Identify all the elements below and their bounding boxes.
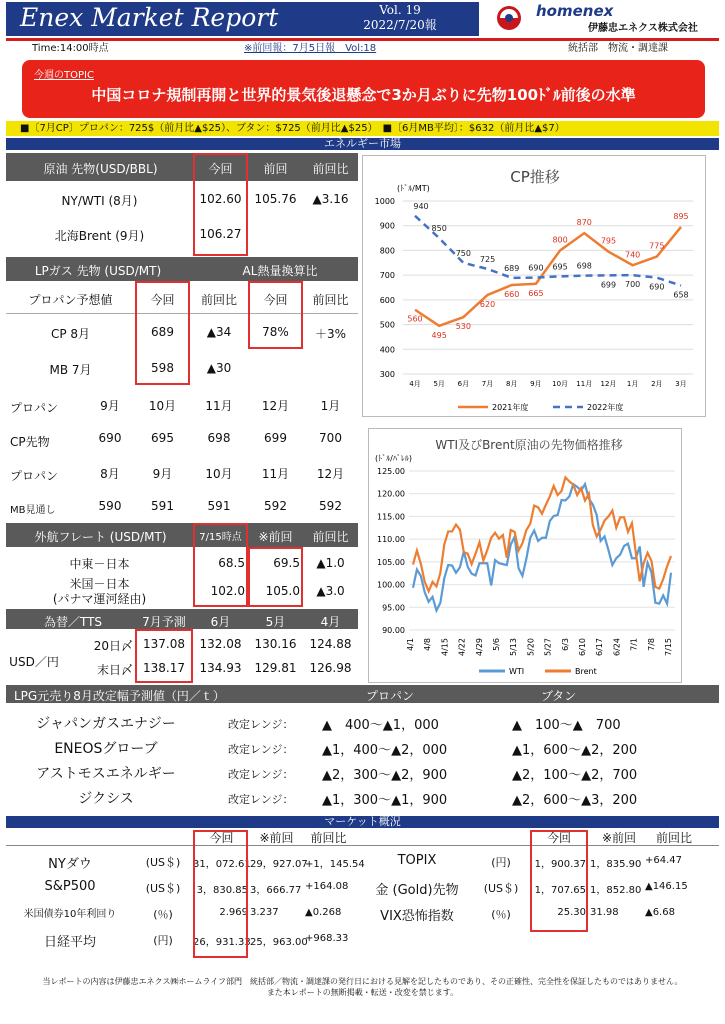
x-tick-label: 8月 [505,380,518,388]
chart-ylabel: (ﾄﾞﾙ/MT) [397,184,430,193]
y-tick-label: 900 [379,221,395,231]
market-right-header-2: 前回比 [655,831,692,845]
data-label: 690 [528,263,544,273]
lpg-row-name: CP 8月 [50,327,91,341]
lpg-propane-range: ▲1，300～▲1，900 [322,793,448,808]
market-index-unit: (％) [491,908,511,921]
data-label: 620 [479,299,496,309]
forecast-cell: 12月 [261,399,290,413]
market-index-diff: ▲0.268 [305,907,342,918]
market-left-header-0: 今回 [209,831,234,845]
summary-text: ■〔7月CP〕プロパン：725$（前月比▲$25）、ブタン：$725（前月比▲$25） ■〔6月MB平均〕：$632（前月比▲$7） [20,123,565,134]
fx-unit: USD／円 [9,655,59,669]
data-label: 495 [431,330,447,340]
lpg-range-label: 改定レンジ： [228,793,294,806]
crude-diff-header: 前回比 [312,162,349,176]
x-tick-label: 2月 [651,380,663,388]
al-ratio-header: AL熱量換算比 [242,264,318,278]
market-index-diff: +164.08 [305,881,349,892]
x-tick-label: 6/10 [578,638,587,656]
lpg-seller-name: アストモスエネルギー [36,766,176,782]
y-tick-label: 115.00 [377,512,405,522]
freight-row-prev: 105.0 [265,584,300,598]
freight-prev-highlight [248,547,303,607]
market-index-prev: 3，666.77 [250,885,302,896]
x-tick-label: 6/3 [560,638,570,651]
fx-row-name: 末日〆 [96,663,133,677]
fx-forecast-highlight [135,629,193,683]
market-index-unit: (US＄) [145,856,181,869]
data-label: 699 [600,280,617,290]
crude-row-name: 北海Brent (9月) [54,229,145,243]
data-label: 800 [552,235,568,245]
y-tick-label: 110.00 [377,535,405,545]
market-index-unit: (円) [491,856,511,869]
x-tick-label: 4/8 [423,638,433,651]
market-left-highlight [193,830,251,958]
crude-header-label: 原油 先物(USD/BBL) [43,162,158,176]
fx-value: 137.08 [143,637,185,651]
market-index-diff: +64.47 [645,855,683,866]
y-tick-label: 300 [379,370,395,379]
forecast-cell: 591 [207,499,231,513]
market-left-header-2: 前回比 [310,831,347,845]
disclaimer [0,976,725,998]
fx-forecast-header: 7月予測 [142,615,186,629]
cp-chart [362,155,706,417]
market-section-header: マーケット概況 [6,816,719,828]
lpg-header-label: LPガス 先物 (USD/MT) [34,264,162,278]
market-index-unit: (％) [153,908,173,921]
fx-m1-header: 6月 [210,615,231,629]
y-tick-label: 125.00 [377,467,405,476]
data-label: 725 [479,254,496,264]
freight-row-name: 米国－日本 [69,577,130,591]
market-index-name: VIX恐怖指数 [380,909,454,924]
forecast-row-label: プロパン [10,401,59,415]
x-tick-label: 7/1 [629,638,639,651]
crude-now-header: 今回 [208,162,233,176]
forecast-row-label: MB見通し [10,505,56,516]
lpg-sale-title: LPG元売り8月改定幅予測値（円／ｔ） [14,689,225,703]
data-label: 665 [528,288,544,298]
x-tick-label: 4/22 [457,638,467,656]
crude-row-prev: 105.76 [254,192,297,206]
data-label: 870 [576,218,592,228]
fx-value: 129.81 [254,661,297,675]
x-tick-label: 1月 [626,380,639,388]
fx-m3-header: 4月 [320,615,341,629]
x-tick-label: 4月 [409,380,421,388]
legend-label: 2021年度 [492,403,529,412]
chart-ylabel: (ﾄﾞﾙ/ﾊﾞﾚﾙ) [375,454,412,463]
freight-prev-header: ※前回 [258,530,293,544]
y-tick-label: 100.00 [377,580,405,590]
chart-title: CP推移 [510,168,560,186]
y-tick-label: 800 [379,246,395,256]
data-label: 750 [455,248,472,258]
data-label: 698 [576,261,592,271]
forecast-cell: 698 [207,431,231,445]
market-index-now: 31，072.61 [193,859,251,870]
x-tick-label: 11月 [576,380,593,388]
report-date: 2022/7/20報 [363,18,437,32]
forecast-cell: 700 [319,431,342,445]
legend-label: Brent [575,667,597,676]
market-index-name: TOPIX [397,853,437,868]
lpg-subheader-0: プロパン予想値 [28,293,113,307]
market-index-prev: 1，835.90 [590,859,642,870]
lpg-sale-propane-header: プロパン [366,689,415,703]
data-label: 740 [624,250,641,260]
report-time: Time:14:00時点 [32,43,109,54]
lpg-subheader-2: 前回比 [200,293,237,307]
lpg-seller-name: ジクシス [78,791,134,807]
forecast-cell: 690 [98,431,122,445]
fx-m2-header: 5月 [265,615,286,629]
freight-header-label: 外航フレート (USD/MT) [34,530,167,544]
x-tick-label: 5/6 [492,638,501,651]
y-tick-label: 90.00 [382,626,405,635]
x-tick-label: 3月 [675,380,687,388]
volume-date [352,3,448,33]
data-label: 775 [649,241,665,251]
y-tick-label: 105.00 [377,557,405,567]
forecast-cell: 695 [151,431,174,445]
fx-value: 130.16 [254,637,297,651]
x-tick-label: 6月 [457,380,470,388]
energy-section-header: エネルギー市場 [6,138,719,150]
market-index-now: 1，900.37 [534,859,586,870]
market-index-now: 25.30 [557,907,586,918]
market-index-now: 3，830.85 [196,885,248,896]
data-label: 850 [431,224,447,234]
lpg-seller-name: ENEOSグローブ [54,741,158,757]
market-index-name: S&P500 [44,879,96,894]
cp-chart-svg [363,156,707,418]
logo-brand: homenex [536,2,614,20]
freight-row-now: 68.5 [218,556,245,570]
y-tick-label: 700 [379,271,395,281]
x-tick-label: 12月 [600,380,617,388]
data-label: 940 [413,201,429,211]
previous-report-link[interactable]: ※前回報：7月5日報 Vol:18 [244,43,377,54]
crude-chart-svg [369,429,683,684]
fx-value: 132.08 [199,637,242,651]
data-label: 660 [504,290,520,300]
crude-row-now: 106.27 [199,227,242,241]
lpg-propane-range: ▲1，400～▲2，000 [322,743,448,758]
data-label: 530 [455,322,472,332]
freight-row-now: 102.0 [210,584,245,598]
series-line-Brent [413,477,671,591]
market-right-highlight [530,830,588,932]
summary-bar [6,121,719,136]
fx-value: 134.93 [199,661,242,675]
market-left-header-1: ※前回 [259,831,294,845]
forecast-cell: 1月 [320,399,341,413]
lpg-subheader-4: 前回比 [312,293,349,307]
lpg-sale-header [6,685,719,703]
lpg-subheader-3: 今回 [263,293,288,307]
disclaimer-line-2: また本レポートの無断掲載・転送・改変を禁じます。 [266,988,459,997]
forecast-cell: 592 [319,499,342,513]
market-index-name: 米国債券10年利回り [23,909,117,920]
data-label: 560 [407,314,423,324]
lpg-range-label: 改定レンジ： [228,768,294,781]
series-line-2021年度 [415,227,681,326]
freight-row-subname: (パナマ運河経由) [52,592,147,606]
data-label: 895 [673,211,689,221]
market-index-prev: 31.98 [590,907,619,918]
legend-label: WTI [509,667,525,676]
al-now-highlight [248,281,303,349]
lpg-range-label: 改定レンジ： [228,743,294,756]
forecast-cell: 591 [151,499,174,513]
series-line-WTI [413,484,671,610]
market-index-unit: (US＄) [483,882,519,895]
crude-now-highlight [193,153,248,256]
fx-value: 124.88 [309,637,352,651]
lpg-subheader-1: 今回 [150,293,175,307]
lpg-row-diff: ▲30 [206,361,232,375]
info-bar [6,41,719,56]
freight-row-prev: 69.5 [273,556,300,570]
y-tick-label: 95.00 [382,603,405,613]
x-tick-label: 7月 [481,380,494,388]
chart-title: WTI及びBrent原油の先物価格推移 [435,438,623,452]
lpg-row-al: 78% [262,325,289,339]
forecast-cell: 9月 [100,399,120,413]
lpg-butane-range: ▲1，600～▲2，200 [512,743,638,758]
lpg-range-label: 改定レンジ： [228,718,294,731]
market-divider [6,845,719,846]
y-tick-label: 120.00 [377,489,405,499]
y-tick-label: 600 [379,295,395,305]
data-label: 690 [649,282,665,292]
lpg-now-highlight [135,281,190,385]
x-tick-label: 4/15 [440,638,450,656]
market-index-diff: ▲6.68 [645,907,675,918]
lpg-seller-name: ジャパンガスエナジー [36,716,176,732]
report-title: Enex Market Report [20,3,279,32]
crude-row-diff: ▲3.16 [312,192,349,206]
crude-row-now: 102.60 [199,192,242,206]
x-tick-label: 6/24 [612,638,622,656]
market-index-now: 2.969 [219,907,248,918]
disclaimer-line-1: 当レポートの内容は伊藤忠エネクス㈱ホームライフ部門 統括部／物流・調達課の発行日における見解を記したものであり、その正確性、完全性を保証したものではありません。 [42,977,683,986]
market-index-prev: 3.237 [250,907,279,918]
forecast-cell: 10月 [205,467,233,481]
market-index-name: NYダウ [48,857,92,872]
x-tick-label: 4/29 [474,638,484,656]
legend-label: 2022年度 [587,403,624,412]
market-index-now: 1，707.65 [534,885,586,896]
freight-row-diff: ▲3.0 [316,584,345,598]
forecast-row-label: プロパン [10,469,59,483]
freight-row-diff: ▲1.0 [316,556,345,570]
market-index-diff: +1，145.54 [305,859,365,870]
fx-header-label: 為替／TTS [43,615,103,629]
data-label: 658 [673,290,689,300]
y-tick-label: 400 [379,345,395,355]
market-index-name: 金 (Gold)先物 [375,883,459,898]
market-index-name: 日経平均 [43,935,96,950]
market-right-header-1: ※前回 [601,831,637,845]
market-index-unit: (円) [153,934,173,947]
forecast-cell: 11月 [205,399,233,413]
x-tick-label: 7/15 [664,638,673,656]
data-label: 700 [624,280,641,290]
market-index-prev: 1，852.80 [590,885,642,896]
y-tick-label: 500 [379,320,395,330]
logo-company: 伊藤忠エネクス株式会社 [588,23,698,34]
forecast-cell: 8月 [100,467,120,481]
x-tick-label: 10月 [552,380,569,388]
fx-value: 126.98 [309,661,352,675]
market-right-header-0: 今回 [546,831,571,845]
market-index-prev: 29，927.07 [250,859,308,870]
x-tick-label: 6/17 [595,638,605,656]
lpg-butane-range: ▲2，100～▲2，700 [512,768,638,783]
volume-number: Vol. 19 [379,3,421,17]
market-index-diff: ▲146.15 [645,881,688,892]
department: 統括部 物流・調達課 [568,43,668,54]
forecast-cell: 699 [264,431,287,445]
data-label: 795 [600,236,617,246]
market-index-unit: (US＄) [145,882,181,895]
market-index-diff: +968.33 [305,933,349,944]
x-tick-label: 7/8 [646,638,656,651]
crude-row-name: NY/WTI (8月) [61,194,138,208]
market-index-prev: 25，963.00 [250,937,308,948]
fx-row-name: 20日〆 [93,639,133,653]
forecast-cell: 12月 [316,467,345,481]
forecast-cell: 592 [264,499,287,513]
forecast-row-label: CP先物 [10,435,50,449]
lpg-row-now: 598 [151,361,174,375]
lpg-propane-range: ▲2，300～▲2，900 [322,768,448,783]
lpg-row-diff: ▲34 [206,325,232,339]
x-tick-label: 4/1 [406,638,415,651]
forecast-cell: 11月 [261,467,290,481]
forecast-cell: 10月 [148,399,177,413]
forecast-cell: 9月 [152,467,173,481]
x-tick-label: 5/20 [526,638,536,656]
forecast-cell: 590 [98,499,122,513]
data-label: 689 [504,263,520,273]
topic-headline: 中国コロナ規制再開と世界的景気後退懸念で3か月ぶりに先物100ﾄﾞﾙ前後の水準 [91,86,636,104]
lpg-butane-range: ▲ 100～▲ 700 [512,718,621,733]
x-tick-label: 9月 [530,380,542,388]
lpg-sale-butane-header: ブタン [541,689,577,703]
lpg-butane-range: ▲2，600～▲3，200 [512,793,638,808]
topic-label: 今週のTOPIC [34,70,94,81]
lpg-row-now: 689 [151,325,174,339]
freight-row-name: 中東－日本 [69,557,130,571]
freight-diff-header: 前回比 [312,530,349,544]
lpg-row-name: MB 7月 [49,363,92,377]
x-tick-label: 5月 [433,380,445,388]
y-tick-label: 1000 [374,197,395,206]
x-tick-label: 5/13 [509,638,519,656]
x-tick-label: 5/27 [543,638,553,656]
freight-now-header: 7/15時点 [199,532,242,543]
market-index-now: 26，931.33 [193,937,251,948]
lpg-propane-range: ▲ 400～▲1，000 [322,718,439,733]
crude-chart [368,428,682,683]
crude-prev-header: 前回 [263,162,288,176]
fx-value: 138.17 [143,661,185,675]
freight-now-highlight [193,523,248,607]
data-label: 695 [552,262,568,272]
lpg-row-aldiff: ＋3% [314,327,347,341]
